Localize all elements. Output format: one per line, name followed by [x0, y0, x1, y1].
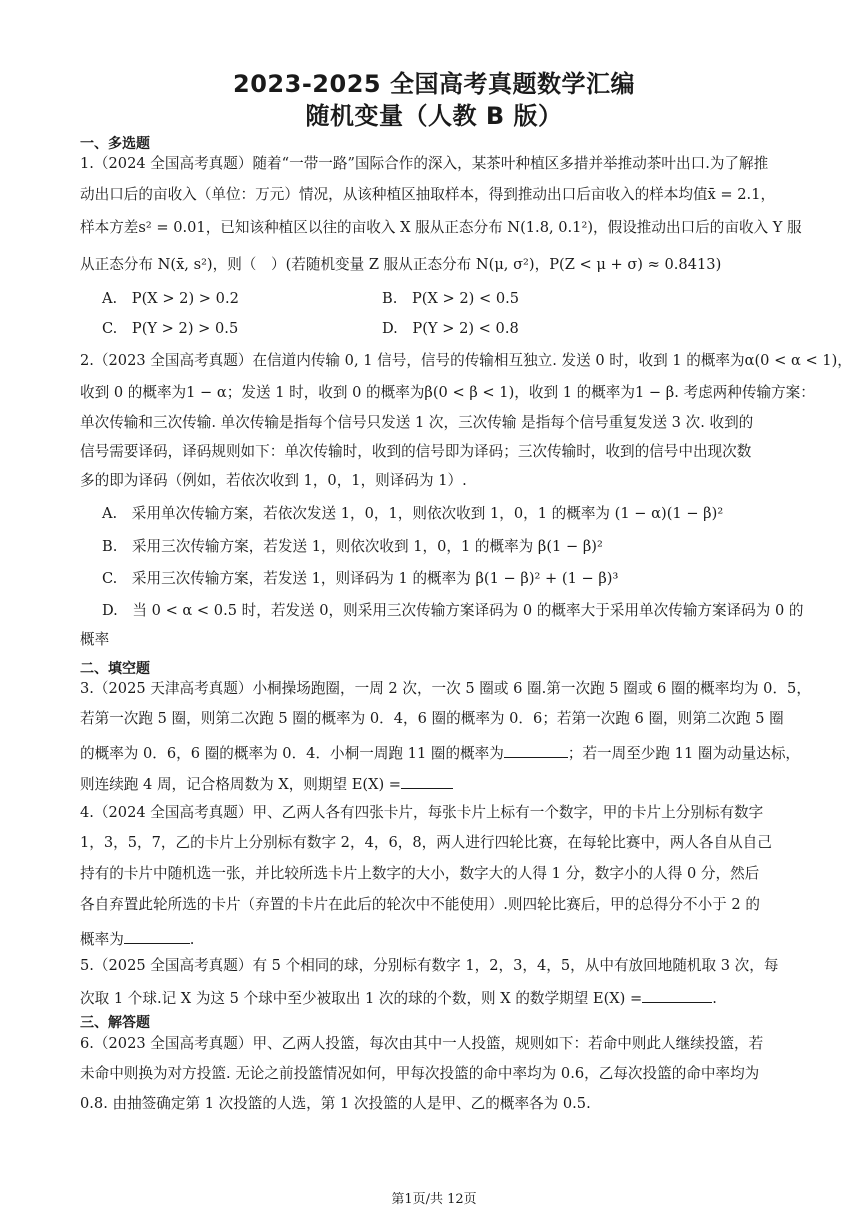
q3-line: 若第一次跑 5 圈，则第二次跑 5 圈的概率为 0．4，6 圈的概率为 0．6；若第一次跑 6 圈，则第二次跑 5 圈 [80, 710, 784, 727]
q3-text: ；若一周至少跑 11 圈为动量达标， [567, 745, 801, 762]
q1-option-a: A. P(X > 2) > 0.2 [102, 290, 239, 307]
q5-text: 次取 1 个球.记 X 为这 5 个球中至少被取出 1 次的球的个数，则 X 的数学期望 E(X) = [80, 990, 643, 1007]
q2-line: 收到 0 的概率为1 − α；发送 1 时，收到 0 的概率为β(0 < β < 1)，收到 1 的概率为1 − β. 考虑两种传输方案： [80, 384, 815, 401]
q3-line: 3.（2025 天津高考真题）小桐操场跑圈，一周 2 次，一次 5 圈或 6 圈.第一次跑 5 圈或 6 圈的概率均为 0．5， [80, 680, 811, 697]
q2-line: 多的即为译码（例如，若依次收到 1，0，1，则译码为 1）. [80, 472, 467, 489]
q2-line: 单次传输和三次传输. 单次传输是指每个信号只发送 1 次，三次传输 是指每个信号重复发送 3 次. 收到的 [80, 414, 754, 431]
q1-option-b: B. P(X > 2) < 0.5 [382, 290, 520, 307]
q4-line: 4.（2024 全国高考真题）甲、乙两人各有四张卡片，每张卡片上标有一个数字，甲的卡片上分别标有数字 [80, 804, 764, 821]
q3-line [80, 774, 453, 793]
q3-line [80, 743, 800, 762]
q3-text: 则连续跑 4 周，记合格周数为 X，则期望 E(X) = [80, 776, 402, 793]
q2-option-b: B. 采用三次传输方案，若发送 1，则依次收到 1，0，1 的概率为 β(1 − β)² [102, 538, 603, 555]
q3-text: 的概率为 0．6，6 圈的概率为 0．4．小桐一周跑 11 圈的概率为 [80, 745, 504, 762]
q1-line: 从正态分布 N(x̄, s²)，则（ ）(若随机变量 Z 服从正态分布 N(μ, σ²)，P(Z < μ + σ) ≈ 0.8413) [80, 256, 722, 273]
q4-line: 持有的卡片中随机选一张，并比较所选卡片上数字的大小，数字大的人得 1 分，数字小的人得 0 分，然后 [80, 865, 760, 882]
q1-option-d: D. P(Y > 2) < 0.8 [382, 320, 519, 337]
section-heading-solutions: 三、解答题 [80, 1015, 150, 1031]
q4-text: 概率为 [80, 931, 124, 948]
q1-option-c: C. P(Y > 2) > 0.5 [102, 320, 239, 337]
q2-line: 信号需要译码，译码规则如下：单次传输时，收到的信号即为译码；三次传输时，收到的信号中出现次数 [80, 443, 752, 460]
q2-option-d: D. 当 0 < α < 0.5 时，若发送 0，则采用三次传输方案译码为 0 的概率大于采用单次传输方案译码为 0 的 [102, 602, 804, 619]
section-heading-fill-in: 二、填空题 [80, 661, 150, 677]
q2-line: 2.（2023 全国高考真题）在信道内传输 0, 1 信号，信号的传输相互独立. 发送 0 时，收到 1 的概率为α(0 < α < 1)， [80, 352, 852, 369]
q4-line: 1，3，5，7，乙的卡片上分别标有数字 2，4，6，8，两人进行四轮比赛，在每轮比赛中，两人各自从自己 [80, 834, 772, 851]
q4-line [80, 929, 194, 948]
q4-line: 各自弃置此轮所选的卡片（弃置的卡片在此后的轮次中不能使用）.则四轮比赛后，甲的总得分不小于 2 的 [80, 896, 760, 913]
q4-text: . [189, 931, 195, 948]
q1-line: 动出口后的亩收入（单位：万元）情况，从该种植区抽取样本，得到推动出口后亩收入的样本均值x̄ = 2.1， [80, 186, 776, 203]
q2-option-d-continued: 概率 [80, 631, 110, 648]
q1-line: 1.（2024 全国高考真题）随着“一带一路”国际合作的深入，某茶叶种植区多措并举推动茶叶出口.为了解推 [80, 155, 769, 172]
page-number-footer: 第1页/共 12页 [391, 1192, 477, 1207]
q5-line: 5.（2025 全国高考真题）有 5 个相同的球，分别标有数字 1，2，3，4，5，从中有放回地随机取 3 次，每 [80, 957, 779, 974]
q5-text: . [712, 990, 717, 1007]
answer-blank[interactable] [642, 988, 712, 1003]
q2-option-c: C. 采用三次传输方案，若发送 1，则译码为 1 的概率为 β(1 − β)² + (1 − β)³ [102, 570, 619, 587]
answer-blank[interactable] [504, 743, 568, 758]
q6-line: 未命中则换为对方投篮. 无论之前投篮情况如何，甲每次投篮的命中率均为 0.6，乙每次投篮的命中率均为 [80, 1065, 760, 1082]
q5-line [80, 988, 717, 1007]
page-title: 2023-2025 全国高考真题数学汇编 [233, 70, 635, 98]
page-subtitle: 随机变量（人教 B 版） [305, 102, 563, 130]
q6-line: 6.（2023 全国高考真题）甲、乙两人投篮，每次由其中一人投篮，规则如下：若命中则此人继续投篮，若 [80, 1035, 764, 1052]
answer-blank[interactable] [124, 929, 190, 944]
q2-option-a: A. 采用单次传输方案，若依次发送 1，0，1，则依次收到 1，0，1 的概率为 (1 − α)(1 − β)² [102, 505, 724, 522]
section-heading-multiple-choice: 一、多选题 [80, 136, 150, 152]
q6-line: 0.8. 由抽签确定第 1 次投篮的人选，第 1 次投篮的人是甲、乙的概率各为 0.5. [80, 1095, 591, 1112]
answer-blank[interactable] [401, 774, 453, 789]
q1-line: 样本方差s² = 0.01，已知该种植区以往的亩收入 X 服从正态分布 N(1.8, 0.1²)，假设推动出口后的亩收入 Y 服 [80, 219, 802, 236]
